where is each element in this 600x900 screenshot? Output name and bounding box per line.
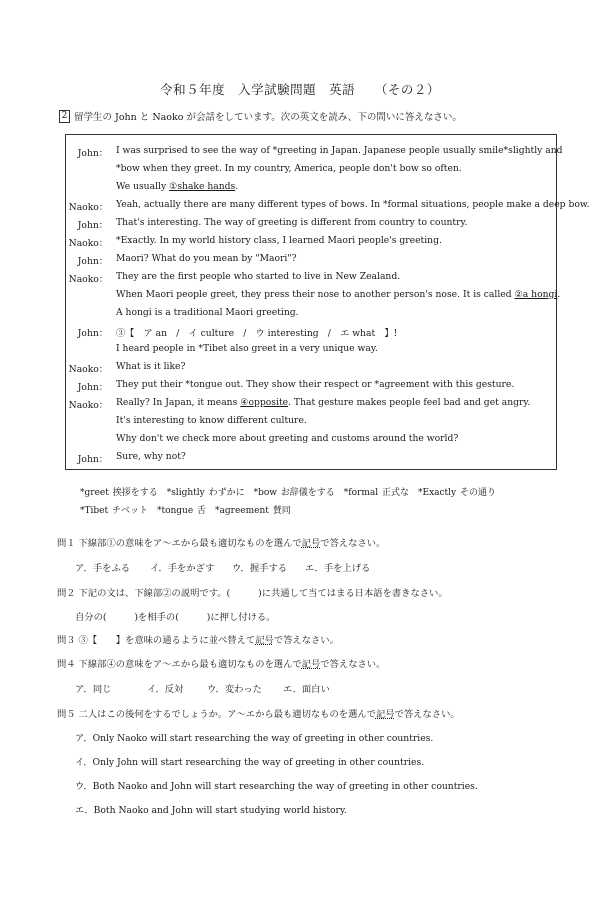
- dialog-line: Yeah, actually there are many different types of bows. In *formal situations, people make a deep bow.: [116, 199, 590, 210]
- dialog-line: They are the first people who started to live in New Zealand.: [116, 271, 401, 282]
- q5-option: イ．Only John will start researching the way of greeting in other countries.: [75, 757, 425, 768]
- q1-option: ア．手をふる: [75, 563, 131, 574]
- speaker-label: Naoko：: [68, 364, 108, 375]
- dialog-line: *bow when they greet. In my country, America, people don't bow so often.: [116, 163, 462, 174]
- glossary-line: *greet 挨拶をする *slightly わずかに *bow お辞儀をする *formal 正式な *Exactly その通り: [80, 488, 496, 498]
- question-4: 問４ 下線部④の意味をア～エから最も適切なものを選んで記号で答えなさい。: [57, 659, 386, 670]
- page-title: 令和５年度 入学試験問題 英語 （その２）: [160, 82, 440, 97]
- speaker-label: Naoko：: [68, 274, 108, 285]
- dialog-line: Why don't we check more about greeting and customs around the world?: [116, 433, 459, 444]
- q5-option: エ．Both Naoko and John will start studying world history.: [75, 805, 347, 816]
- glossary-line: *Tibet チベット *tongue 舌 *agreement 賛同: [80, 506, 291, 516]
- speaker-label: John：: [77, 328, 108, 339]
- speaker-label: Naoko：: [68, 238, 108, 249]
- q2-sentence: 自分の( )を相手の( )に押し付ける。: [75, 612, 276, 623]
- dialog-line: What is it like?: [116, 361, 186, 372]
- q4-option: ア．同じ: [75, 684, 112, 695]
- question-2: 問２ 下記の文は、下線部②の説明です。( )に共通して当てはまる日本語を書きなさい。: [57, 588, 448, 599]
- q5-option: ウ．Both Naoko and John will start researching the way of greeting in other countries.: [75, 781, 478, 792]
- question-1: 問１ 下線部①の意味をア～エから最も適切なものを選んで記号で答えなさい。: [57, 538, 386, 549]
- speaker-label: John：: [77, 256, 108, 267]
- dialog-line: We usually ①shake hands.: [116, 181, 239, 192]
- speaker-label: John：: [77, 454, 108, 465]
- speaker-label: Naoko：: [68, 400, 108, 411]
- question-2-instruction: 留学生の John と Naoko が会話をしています。次の英文を読み、下の問いに答えなさい。: [74, 112, 462, 123]
- question-3: 問３ ③【 】を意味の通るように並べ替えて記号で答えなさい。: [57, 635, 339, 646]
- dialog-box: [65, 134, 590, 470]
- dialog-line: ③【 ア an / イ culture / ウ interesting / エ what 】!: [116, 328, 398, 339]
- q4-option: ウ．変わった: [207, 684, 262, 695]
- speaker-label: John：: [77, 382, 108, 393]
- question-2-header: [59, 109, 462, 123]
- question-number-box: 2: [59, 110, 70, 123]
- q1-option: エ．手を上げる: [305, 563, 371, 574]
- question-5: 問５ 二人はこの後何をするでしょうか。ア～エから最も適切なものを選んで記号で答えなさい。: [57, 709, 460, 720]
- dialog-line: I heard people in *Tibet also greet in a very unique way.: [116, 343, 378, 354]
- dialog-line: Sure, why not?: [116, 451, 186, 462]
- dialog-line: A hongi is a traditional Maori greeting.: [116, 307, 299, 318]
- speaker-label: John：: [77, 148, 108, 159]
- dialog-line: When Maori people greet, they press their nose to another person's nose. It is called ②a hongi.: [116, 289, 561, 300]
- dialog-line: I was surprised to see the way of *greeting in Japan. Japanese people usually smile*slightly and: [116, 145, 563, 156]
- q4-option: イ．反対: [147, 684, 184, 695]
- speaker-label: John：: [77, 220, 108, 231]
- dialog-line: Maori? What do you mean by "Maori"?: [116, 253, 297, 264]
- q5-option: ア．Only Naoko will start researching the way of greeting in other countries.: [75, 733, 434, 744]
- dialog-line: They put their *tongue out. They show their respect or *agreement with this gesture.: [116, 379, 515, 390]
- dialog-line: Really? In Japan, it means ④opposite. That gesture makes people feel bad and get angry.: [116, 397, 531, 408]
- dialog-line: That's interesting. The way of greeting is different from country to country.: [116, 217, 468, 228]
- underline-2: ②a hongi: [514, 289, 558, 300]
- speaker-label: Naoko：: [68, 202, 108, 213]
- dialog-line: *Exactly. In my world history class, I learned Maori people's greeting.: [116, 235, 442, 246]
- underline-4: ④opposite: [240, 397, 289, 408]
- q4-option: エ．面白い: [283, 684, 330, 695]
- q1-option: ウ．握手する: [232, 563, 288, 574]
- dialog-line: It's interesting to know different culture.: [116, 415, 307, 426]
- underline-1: ①shake hands: [169, 181, 236, 192]
- q1-option: イ．手をかざす: [150, 563, 215, 574]
